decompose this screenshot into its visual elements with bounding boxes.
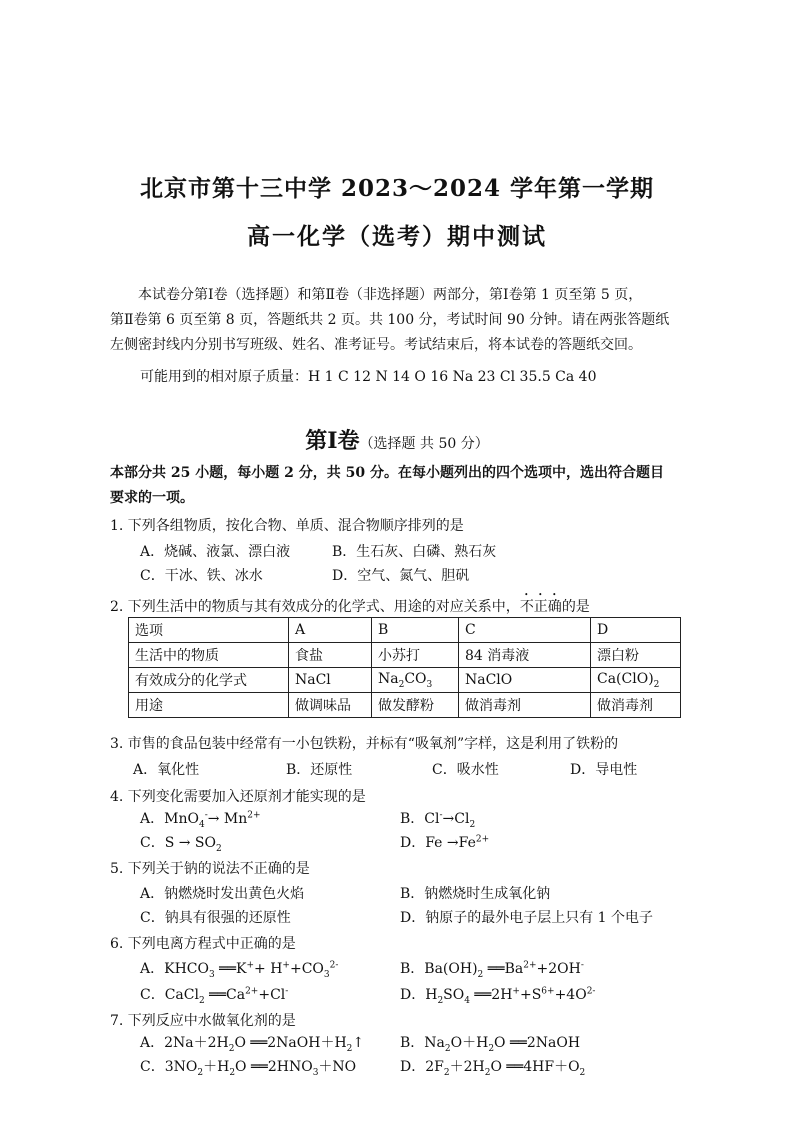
q1-option-b: B．生石灰、白磷、熟石灰 xyxy=(332,544,497,560)
q7-option-d: D．$2F_2+2H_2O$ $══4HF+O_2$ xyxy=(400,1059,586,1078)
q4-option-c: C．$S \to SO_2$ xyxy=(140,835,222,854)
q1-option-a: A．烧碱、液氯、漂白液 xyxy=(140,544,291,560)
q3-option-a: A．氧化性 xyxy=(133,762,200,778)
table-cell: 食盐 xyxy=(289,643,372,668)
table-cell: 小苏打 xyxy=(372,643,459,668)
table-cell: C xyxy=(459,618,591,643)
table-cell: 84 消毒液 xyxy=(459,643,591,668)
q4-option-a: A．$MnO_4^-\to Mn^{2+}$ xyxy=(140,810,261,830)
q5-option-c: C．钠具有很强的还原性 xyxy=(140,910,291,926)
q6-option-a: A．$KHCO_3$ ══K++ $H^++CO_3^{2-}$ xyxy=(140,960,339,980)
instruction-line: 要求的一项。 xyxy=(110,490,194,506)
q2-emphasis: 不正确 xyxy=(519,599,562,615)
page-title: 北京市第十三中学 2023～2024 学年第一学期 xyxy=(139,175,655,202)
question-3-stem: 3. 市售的食品包装中经常有一小包铁粉，并标有“吸氧剂”字样，这是利用了铁粉的 xyxy=(110,736,619,752)
q6-option-b: B．$Ba(OH)_2$ $══Ba^{2+}+2OH^-$ xyxy=(400,960,584,980)
q6-option-d: D．$H_2SO_4$ $══2H^++S^{6+}+4O^{2-}$ xyxy=(400,986,596,1006)
table-cell: NaClO xyxy=(459,668,591,693)
table-row xyxy=(129,643,681,668)
table-cell: $Ca(ClO)_2$ xyxy=(591,668,681,693)
section-heading xyxy=(0,424,794,455)
table-cell: D xyxy=(591,618,681,643)
question-1-stem: 1. 下列各组物质，按化合物、单质、混合物顺序排列的是 xyxy=(110,518,464,534)
table-cell: A xyxy=(289,618,372,643)
intro-line: 第Ⅱ卷第 6 页至第 8 页，答题纸共 2 页。共 100 分，考试时间 90 分钟。请在两张答题纸 xyxy=(110,312,670,328)
table-cell: 做调味品 xyxy=(289,693,372,718)
q1-option-d: D．空气、氮气、胆矾 xyxy=(332,568,470,584)
q6-option-c: C．CaCl$_2$ $══Ca^{2+}+Cl^-$ xyxy=(140,986,289,1006)
table-cell: NaCl xyxy=(289,668,372,693)
table-row xyxy=(129,618,681,643)
q7-option-a: A．$2Na+2H_2O$ $══2NaOH+H_2↑$ xyxy=(140,1035,365,1054)
table-cell: 有效成分的化学式 xyxy=(129,668,289,693)
intro-line: 本试卷分第Ⅰ卷（选择题）和第Ⅱ卷（非选择题）两部分，第Ⅰ卷第 1 页至第 5 页， xyxy=(138,287,643,303)
table-cell: B xyxy=(372,618,459,643)
q2-stem-end: 的是 xyxy=(561,599,590,615)
q3-option-b: B．还原性 xyxy=(286,762,353,778)
q2-table xyxy=(128,617,681,718)
q4-option-d: D．$Fe \to Fe^{2+}$ xyxy=(400,834,490,851)
intro-paragraph xyxy=(110,283,695,358)
instruction-line: 本部分共 25 小题，每小题 2 分，共 50 分。在每小题列出的四个选项中，选出符合题目 xyxy=(110,465,664,481)
q5-option-b: B．钠燃烧时生成氧化钠 xyxy=(400,886,551,902)
section-instructions xyxy=(110,461,690,511)
page-subtitle: 高一化学（选考）期中测试 xyxy=(247,223,547,250)
table-cell: 生活中的物质 xyxy=(129,643,289,668)
q3-option-c: C．吸水性 xyxy=(432,762,499,778)
intro-line: 左侧密封线内分别书写班级、姓名、准考证号。考试结束后，将本试卷的答题纸交回。 xyxy=(110,337,642,353)
question-5-stem: 5. 下列关于钠的说法不正确的是 xyxy=(110,861,310,877)
table-cell: 选项 xyxy=(129,618,289,643)
q7-option-c: C．$3NO_2+H_2O$ $══2HNO_3+NO$ xyxy=(140,1059,357,1078)
table-row xyxy=(129,668,681,693)
q5-option-a: A．钠燃烧时发出黄色火焰 xyxy=(140,886,305,902)
table-cell: 做消毒剂 xyxy=(591,693,681,718)
table-cell: 用途 xyxy=(129,693,289,718)
section-title: 第Ⅰ卷 xyxy=(305,428,360,454)
table-cell: 做发酵粉 xyxy=(372,693,459,718)
table-cell: 漂白粉 xyxy=(591,643,681,668)
question-7-stem: 7. 下列反应中水做氧化剂的是 xyxy=(110,1013,296,1029)
atomic-masses: 可能用到的相对原子质量：H 1 C 12 N 14 O 16 Na 23 Cl 35.5 Ca 40 xyxy=(140,369,597,385)
table-cell: $Na_2CO_3$ xyxy=(372,668,459,693)
q2-stem-text: 2. 下列生活中的物质与其有效成分的化学式、用途的对应关系中， xyxy=(110,599,520,615)
table-cell: 做消毒剂 xyxy=(459,693,591,718)
q1-option-c: C．干冰、铁、冰水 xyxy=(140,568,263,584)
q5-option-d: D．钠原子的最外电子层上只有 1 个电子 xyxy=(400,910,654,926)
table-row xyxy=(129,693,681,718)
q7-option-b: B．$Na_2O+H_2O$ ══2NaOH xyxy=(400,1035,581,1054)
question-2-stem xyxy=(110,591,590,616)
section-note: （选择题 共 50 分） xyxy=(359,436,489,452)
q3-option-d: D．导电性 xyxy=(570,762,638,778)
question-4-stem: 4. 下列变化需要加入还原剂才能实现的是 xyxy=(110,789,366,805)
question-6-stem: 6. 下列电离方程式中正确的是 xyxy=(110,936,296,952)
q4-option-b: B．$Cl^-\to Cl_2$ xyxy=(400,810,476,830)
